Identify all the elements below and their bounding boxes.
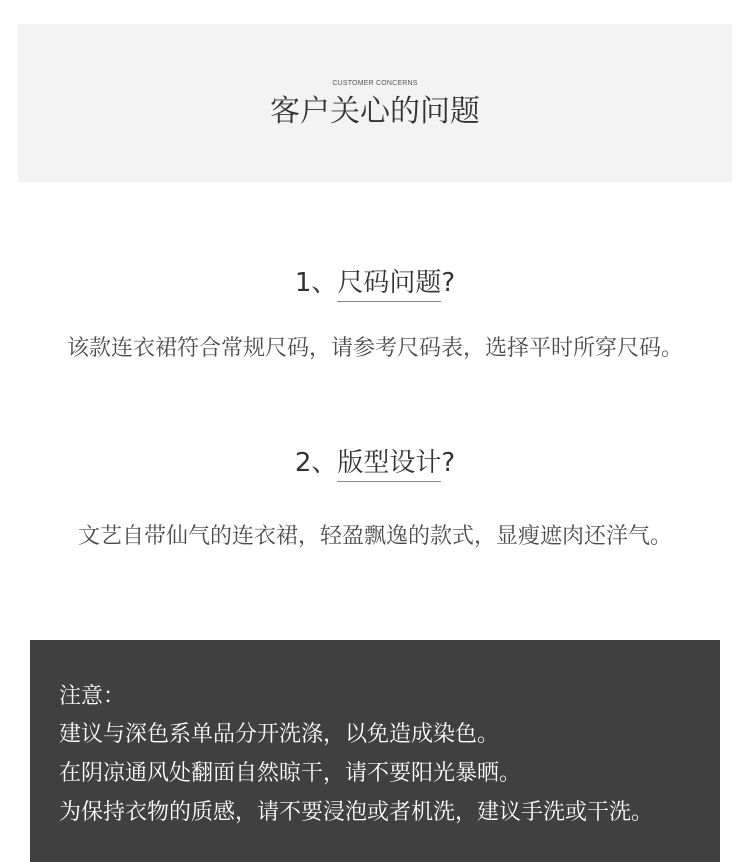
header-eyebrow: CUSTOMER CONCERNS: [332, 80, 418, 87]
faq-answer-1: 该款连衣裙符合常规尺码，请参考尺码表，选择平时所穿尺码。: [66, 336, 683, 361]
faq-question-2-mark: ?: [441, 448, 456, 478]
notice-title: 注意：: [59, 684, 126, 709]
notice-line-1: 建议与深色系单品分开洗涤，以免造成染色。: [59, 722, 500, 747]
faq-question-2: [0, 446, 750, 482]
faq-answer-2: 文艺自带仙气的连衣裙，轻盈飘逸的款式，显瘦遮肉还洋气。: [77, 524, 672, 549]
faq-question-1-mark: ?: [441, 268, 456, 298]
page-title: 客户关心的问题: [270, 94, 480, 129]
faq-question-2-text: 版型设计: [337, 446, 441, 482]
faq-question-2-number: 2、: [294, 448, 338, 478]
notice-line-2: 在阴凉通风处翻面自然晾干，请不要阳光暴晒。: [59, 761, 522, 786]
notice-line-3: 为保持衣物的质感，请不要浸泡或者机洗，建议手洗或干洗。: [59, 800, 654, 825]
faq-question-1-text: 尺码问题: [337, 266, 441, 302]
faq-question-1-number: 1、: [294, 268, 338, 298]
faq-question-1: [0, 266, 750, 302]
care-notice-panel: [30, 640, 720, 862]
customer-concerns-header: [18, 24, 732, 182]
